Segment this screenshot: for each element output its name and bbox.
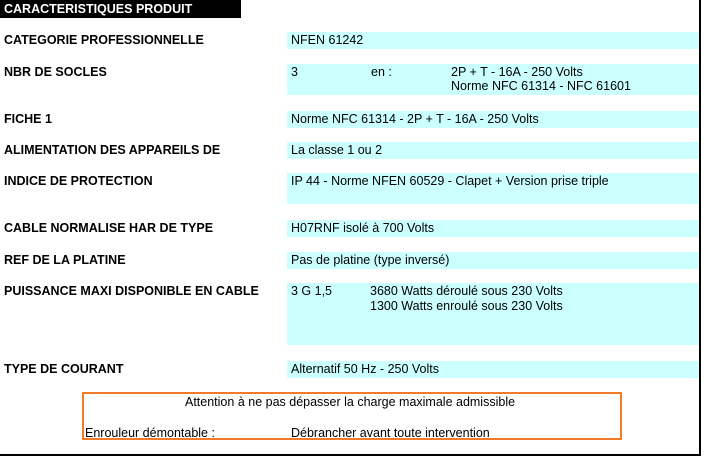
value-socles-line1: 2P + T - 16A - 250 Volts [451, 65, 583, 79]
value-alimentation: La classe 1 ou 2 [291, 143, 383, 157]
cell-fiche [287, 111, 699, 128]
warning-right-text: Débrancher avant toute intervention [291, 426, 490, 440]
value-socles-en: en : [371, 65, 392, 79]
value-puissance-line2: 1300 Watts enroulé sous 230 Volts [370, 299, 563, 313]
value-socles-line2: Norme NFC 61314 - NFC 61601 [451, 79, 631, 93]
value-categorie: NFEN 61242 [291, 33, 364, 47]
cell-indice [287, 173, 699, 204]
value-fiche: Norme NFC 61314 - 2P + T - 16A - 250 Volts [291, 112, 539, 126]
cell-socles [287, 64, 699, 95]
label-cable: CABLE NORMALISE HAR DE TYPE [4, 221, 214, 235]
label-categorie: CATEGORIE PROFESSIONNELLE [4, 33, 204, 47]
warning-title: Attention à ne pas dépasser la charge maximale admissible [185, 395, 516, 409]
value-socles-count: 3 [291, 65, 298, 79]
warning-left-text: Enrouleur démontable : [85, 426, 215, 440]
label-indice: INDICE DE PROTECTION [4, 174, 153, 188]
value-puissance-line1: 3680 Watts déroulé sous 230 Volts [370, 284, 563, 298]
label-fiche: FICHE 1 [4, 112, 52, 126]
value-platine: Pas de platine (type inversé) [291, 253, 450, 267]
cell-puissance [287, 283, 699, 345]
value-courant: Alternatif 50 Hz - 250 Volts [291, 362, 439, 376]
label-puissance: PUISSANCE MAXI DISPONIBLE EN CABLE [4, 284, 259, 298]
cell-platine [287, 252, 699, 269]
value-cable: H07RNF isolé à 700 Volts [291, 221, 435, 235]
label-alimentation: ALIMENTATION DES APPAREILS DE [4, 143, 221, 157]
warning-box [82, 392, 622, 440]
cell-courant [287, 361, 699, 378]
cell-alimentation [287, 142, 699, 159]
value-puissance-section: 3 G 1,5 [291, 284, 332, 298]
label-courant: TYPE DE COURANT [4, 362, 124, 376]
cell-cable [287, 220, 699, 237]
value-indice: IP 44 - Norme NFEN 60529 - Clapet + Version prise triple [291, 174, 609, 188]
label-socles: NBR DE SOCLES [4, 65, 107, 79]
label-platine: REF DE LA PLATINE [4, 253, 126, 267]
cell-categorie [287, 32, 699, 49]
sheet-header: CARACTERISTIQUES PRODUIT [0, 0, 241, 18]
